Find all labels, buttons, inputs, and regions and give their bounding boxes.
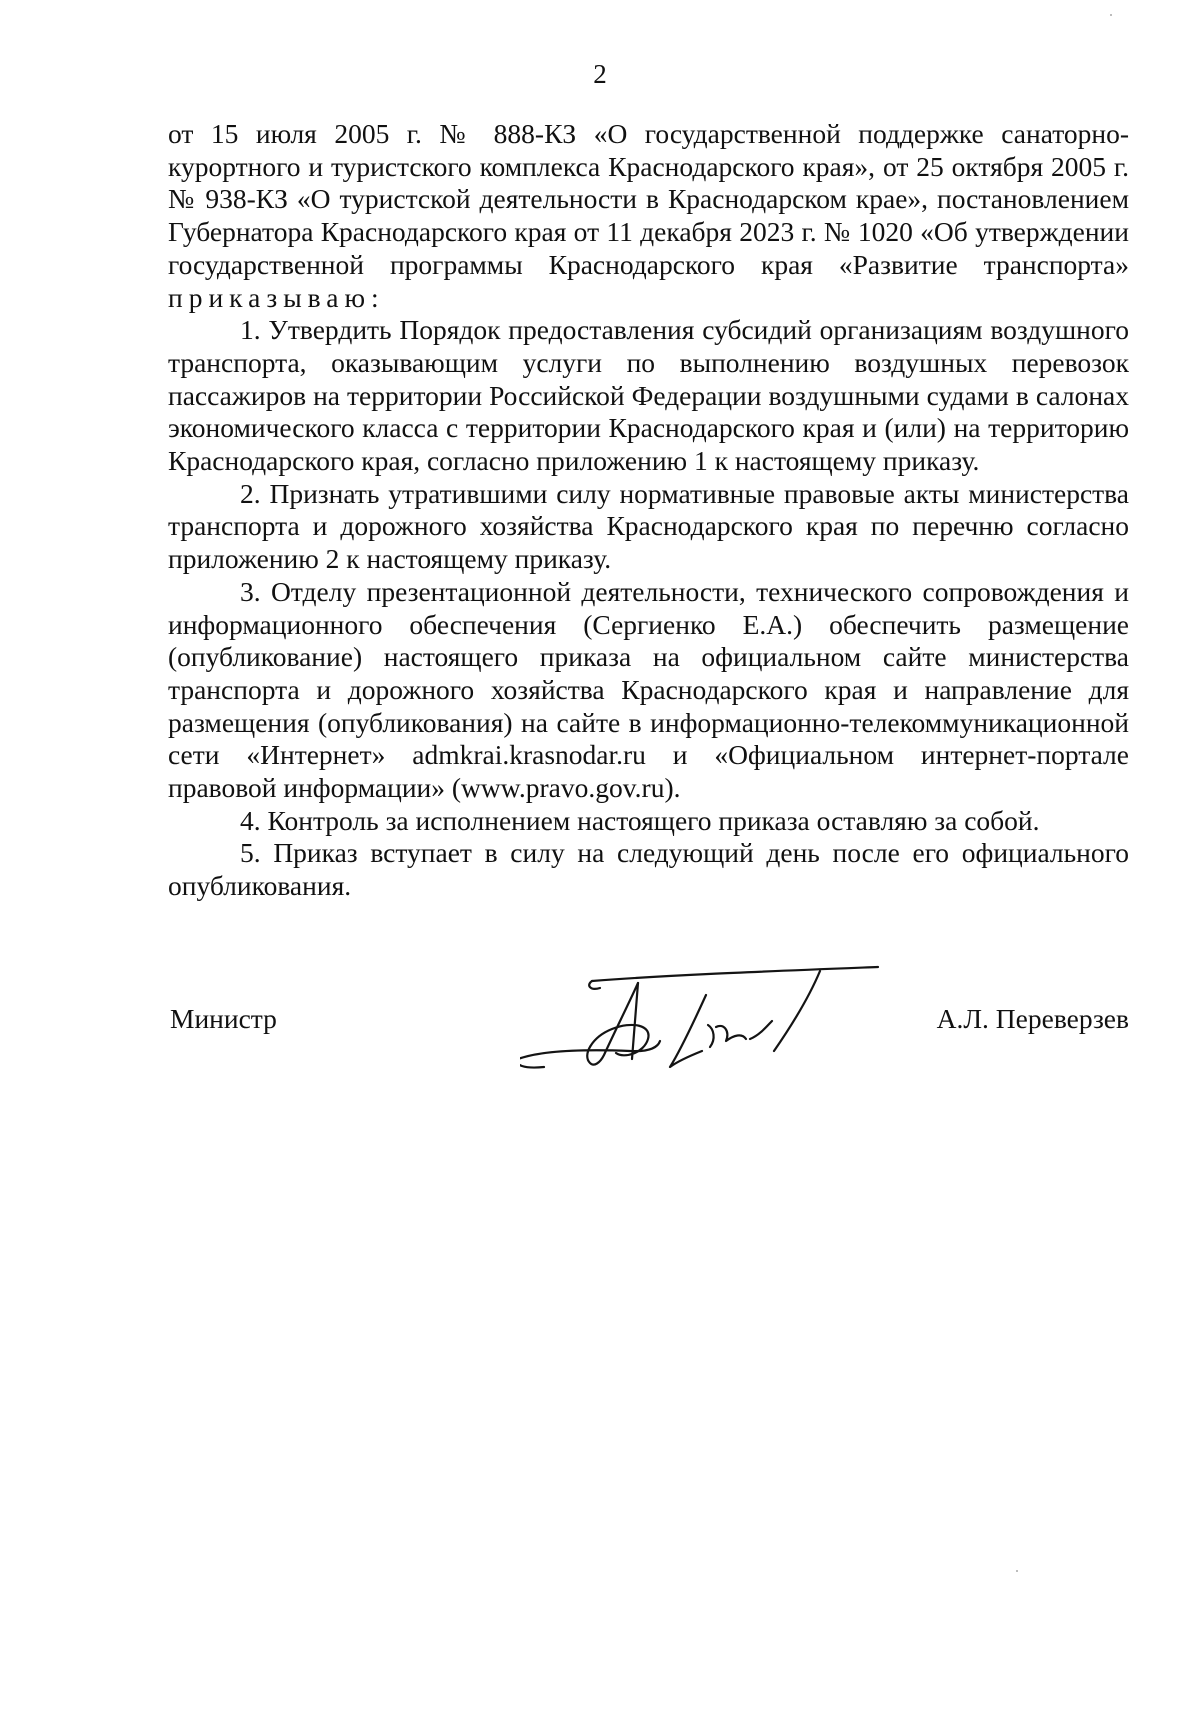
scan-speck (1016, 1570, 1018, 1572)
handwritten-signature (520, 955, 880, 1075)
clause-1: 1. Утвердить Порядок предоставления субсидий организациям воздушного транспорта, оказывающим услуги по выполнению воздушных перевозок пассажиров на территории Российской Федерации воздушными судами в салонах экономического класса с территории Краснодарского края и (или) на территорию Краснодарского края, согласно приложению 1 к настоящему приказу. (168, 314, 1129, 477)
preamble-text: от 15 июля 2005 г. № 888-КЗ «О государственной поддержке санаторно-курортного и туристского комплекса Краснодарского края», от 25 октября 2005 г. № 938-КЗ «О туристской деятельности в Краснодарском крае», постановлением Губернатора Краснодарского края от 11 декабря 2023 г. № 1020 «Об утверждении государственной программы Краснодарского края «Развитие транспорта» (168, 118, 1129, 280)
page-number: 2 (593, 59, 607, 89)
scan-speck (1110, 14, 1112, 16)
order-verb: приказываю: (168, 281, 385, 313)
preamble-paragraph (168, 118, 1129, 314)
order-body (168, 118, 1129, 903)
signatory-title: Министр (170, 1003, 277, 1034)
clause-2: 2. Признать утратившими силу нормативные правовые акты министерства транспорта и дорожного хозяйства Краснодарского края по перечню согласно приложению 2 к настоящему приказу. (168, 477, 1129, 575)
signatory-name: А.Л. Переверзев (936, 1003, 1129, 1034)
clause-5: 5. Приказ вступает в силу на следующий день после его официального опубликования. (168, 837, 1129, 902)
clause-4: 4. Контроль за исполнением настоящего приказа оставляю за собой. (240, 804, 1040, 836)
clause-3: 3. Отделу презентационной деятельности, технического сопровождения и информационного обеспечения (Сергиенко Е.А.) обеспечить размещение (опубликование) настоящего приказа на официальном сайте министерства транспорта и дорожного хозяйства Краснодарского края и направление для размещения (опубликования) на сайте в информационно-телекоммуникационной сети «Интернет» admkrai.krasnodar.ru и «Официальном интернет-портале правовой информации» (www.pravo.gov.ru). (168, 575, 1129, 804)
